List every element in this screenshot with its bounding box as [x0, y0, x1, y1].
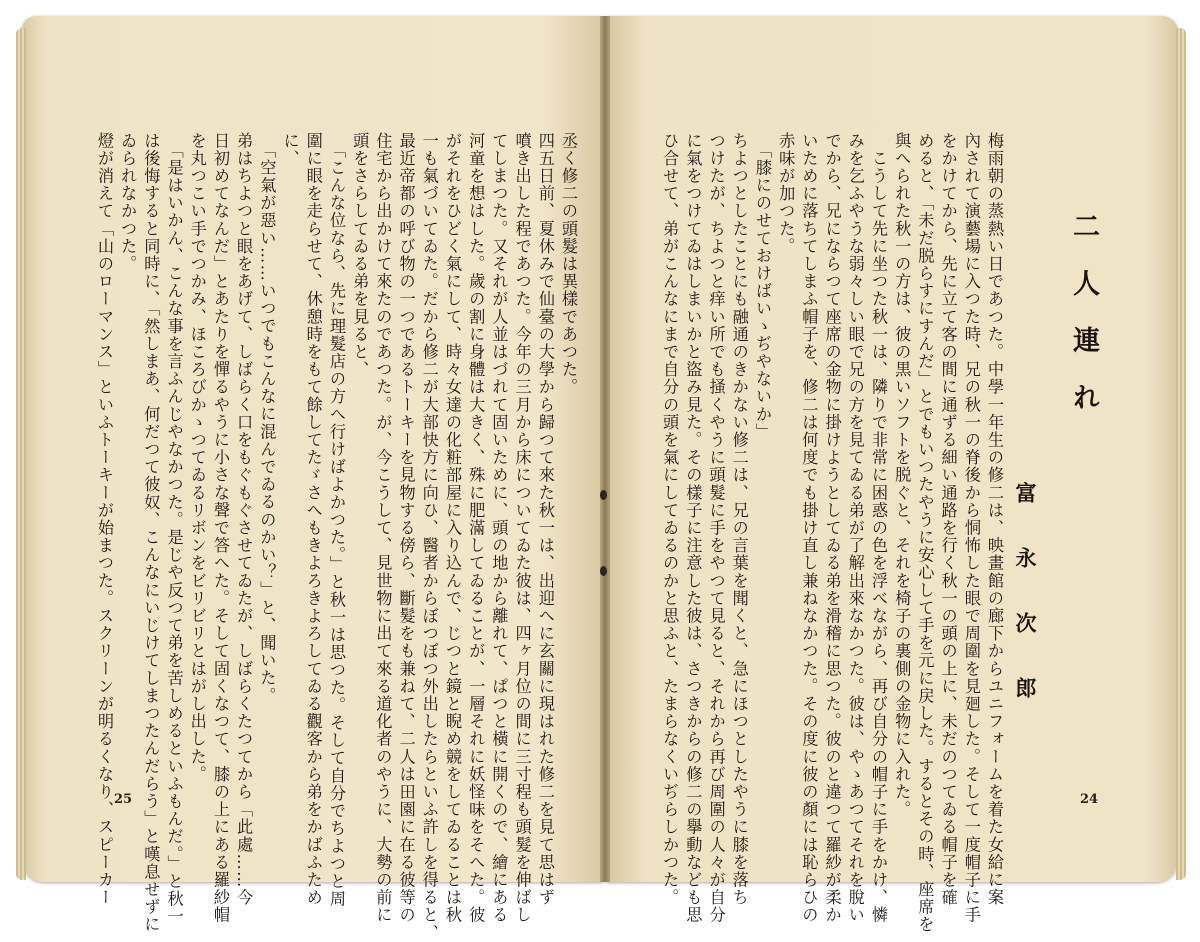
text-column: 「膝にのせておけばいゝぢやないか」 [752, 132, 772, 441]
text-column: ちよつとしたことにも融通のきかない修二は、兄の言葉を聞くと、急にほつとしたやうに膝を落ち [729, 132, 749, 907]
text-column: 河童を想はした。歲の割に身體は大きく、殊に肥滿してゐることが、一層それに妖怪味をそへた。彼 [466, 132, 486, 924]
text-column: 噴き出した程であつた。今年の三月から床についてゐた彼は、四ヶ月位の間に三寸程も頭髮を伸ばし [512, 132, 532, 924]
text-column: こうして先に坐つた秋一は、隣りで非常に困惑の色を浮べながら、再び自分の帽子に手をかけ、憐 [868, 132, 888, 924]
text-column: をかけてから、先に立て客の間に通ずる細い通路を行く秋一の頭の上に、未だのつてゐる帽子を確 [938, 132, 958, 907]
text-column: 梅雨朝の蒸熱い日であつた。中學一年生の修二は、映畫館の廊下からユニフォームを着た女給に案 [985, 132, 1004, 907]
text-column: ひ合せて、弟がこんなにまで自分の頭を氣にしてゐるのかと思ふと、たまらなくいぢらしかつた。 [660, 132, 680, 907]
right-page-number: 24 [1080, 792, 1099, 807]
text-column: でから、兄にならつて座席の金物に掛けようとしてゐる弟を滑稽に思つた。彼のと違つて羅紗が柔か [822, 132, 842, 924]
left-page-number: 25 [114, 792, 133, 807]
text-column: 「是はいかん、こんな事を言ふんじやなかつた。是じや反つて弟を苦しめるといふもんだ。」と秋一 [164, 132, 184, 926]
text-column: ゐられなかつた。 [118, 132, 138, 273]
text-column: に氣をつけてゐはしまいかと盜み見た。その樣子に注意した彼は、さつきからの修二の擧動なども思 [683, 132, 703, 924]
text-column: 「空氣が惡い……いつでもこんなに混んでゐるのかい？」と、聞いた。 [257, 132, 277, 705]
text-column: 日初めてなんだ」とあたりを憚るやうに小さな聲で答へた。そして固くなつて、膝の上にある羅紗帽 [210, 132, 230, 924]
text-column: 丞く修二の頭髮は異樣であつた。 [559, 132, 578, 396]
story-title: 二人連れ [1068, 212, 1099, 440]
text-column: 頭をさらしてゐる弟を見ると、 [350, 132, 370, 379]
text-column: てしまつた。又それが人並はづれて固いために、頭の地から離れて、ぱつと橫に開くので、繪にある [489, 132, 509, 924]
text-column: 四五日前、夏休みで仙臺の大學から歸つて來た秋一は、出迎へに玄關に現はれた修二を見て思はず [535, 132, 555, 907]
text-column: 「こんな位なら、先に理髮店の方へ行けばよかつた。」と秋一は思つた。そして自分でちよつと周 [326, 132, 346, 908]
page-edges-right [1176, 28, 1186, 880]
text-column: 最近帝都の呼び物の一つであるトーキーを見物する傍ら、斷髮をも兼ねて、二人は田園に在る彼等の [396, 132, 416, 924]
text-column: 燈が消えて「山のローマンス」といふトーキーが始まつた。スクリーンが明るくなり、スピーカー [94, 132, 114, 907]
right-page [606, 16, 1178, 934]
binding-hole-top [600, 490, 607, 500]
text-column: がそれをひどく氣にして、時々女達の化粧部屋に入り込んで、じつと鏡と睨め競をしてゐることは秋 [442, 132, 462, 924]
page-edges-left [16, 28, 26, 880]
text-column: 與へられた秋一の方は、彼の黒いソフトを脱ぐと、それを椅子の裏側の金物に入れた。 [892, 132, 912, 819]
open-book [22, 10, 1180, 942]
text-column: を丸つこい手でつかみ、ほころびかゝつてゐるリボンをビリビリとはがし出した。 [187, 132, 207, 784]
text-column: 弟はちよつと眼をあげて、しばらく口をもぐもぐさせてゐたが、しばらくたつてから「此處……今 [234, 132, 254, 907]
text-column: 赤味が加つた。 [776, 132, 796, 256]
text-column: つけたが、ちよつと痒い所でも掻くやうに頭髮に手をやつて見ると、それから再び周圍の人々が自分 [706, 132, 726, 924]
author-name: 富永次郎 [1013, 482, 1038, 742]
text-column: いために落ちてしまふ帽子を、修二は何度でも掛け直し兼ねなかつた。その度に彼の顏には恥らひの [799, 132, 819, 924]
book-gutter [600, 16, 610, 882]
text-column: に、 [280, 132, 300, 168]
text-column: 內されて演藝場に入つた時、兄の秋一の脊後から恫怖した眼で周圍を見廻した。そして一度帽子に手 [961, 132, 981, 924]
text-column: 住宅から出かけて來たのであつた。が、今こうして、見世物に出て來る道化者のやうに、大勢の前に [373, 132, 393, 924]
right-page-body [654, 132, 1006, 934]
left-page [22, 16, 604, 942]
binding-hole-bottom [600, 566, 607, 576]
text-column: みを乞ふやうな弱々しい眼で兄の方を見てゐる弟が了解出來なかつた。彼は、やゝあつてそれを脫い [845, 132, 865, 924]
text-column: は後悔すると同時に、「然しまあ、何だつて彼奴、こんなにいじけてしまつたんだらう」と嘆息せずに [141, 132, 161, 934]
text-column: めると、「未だ脱らすにすんだ」とでもいつたやうに安心して手を元に戻した。するとその時、座席を [915, 132, 935, 934]
text-column: 一も氣づいてゐた。だから修二が大部快方に向ひ、醫者からぼつぼつ外出したらといふ許しを得ると、 [419, 132, 439, 942]
text-column: 圍に眼を走らせて、休憩時をもて餘してたゞさへもきよろきよろしてゐる觀客から弟をかばふため [303, 132, 323, 907]
